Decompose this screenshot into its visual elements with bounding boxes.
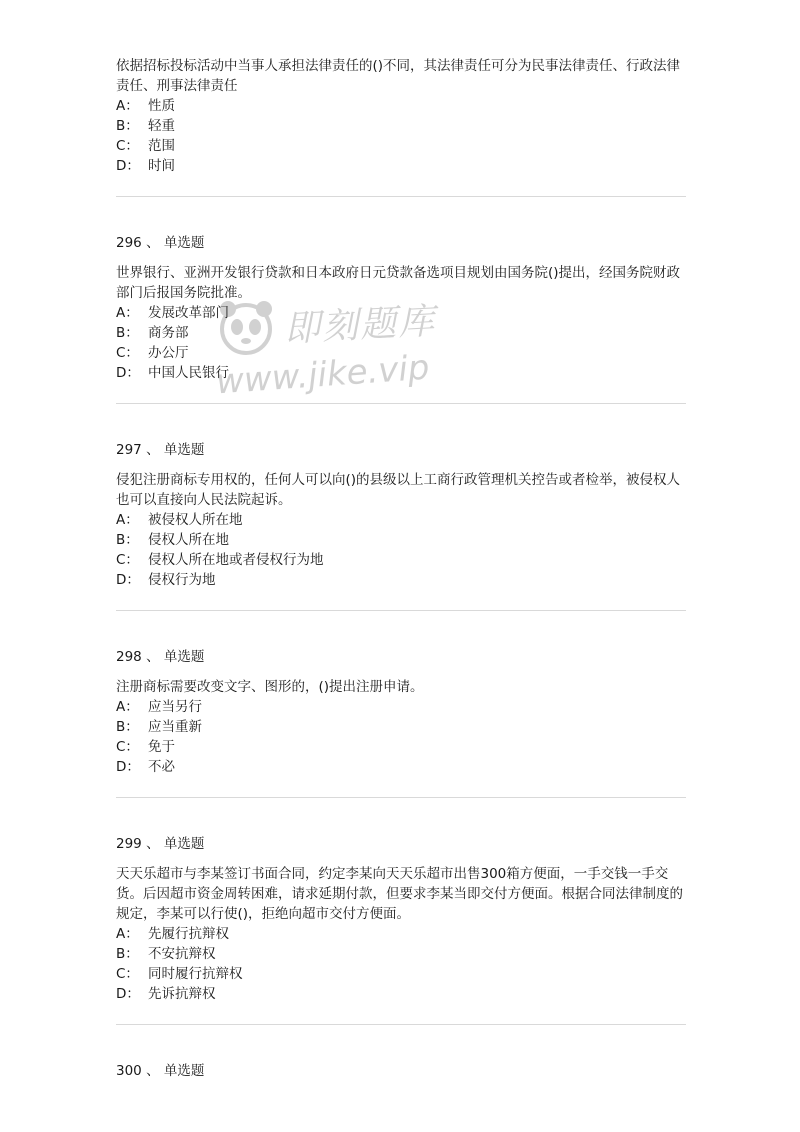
question-stem: 天天乐超市与李某签订书面合同，约定李某向天天乐超市出售300箱方便面，一手交钱一手交货。后因超市资金周转困难，请求延期付款，但要求李某当即交付方便面。根据合同法律制度的规定，李某可以行使()，拒绝向超市交付方便面。 xyxy=(116,866,683,922)
watermark-brand: 即刻题库 xyxy=(283,301,438,350)
option-text: 不必 xyxy=(148,759,175,775)
option-d xyxy=(116,757,686,777)
option-text: 应当另行 xyxy=(148,699,202,715)
option-letter: C： xyxy=(116,138,139,154)
option-letter: D： xyxy=(116,365,140,381)
option-text: 办公厅 xyxy=(148,345,189,361)
question-299 xyxy=(116,834,686,1004)
option-text: 先诉抗辩权 xyxy=(148,986,216,1002)
question-type: 单选题 xyxy=(163,649,205,665)
question-divider xyxy=(116,797,686,798)
option-text: 发展改革部门 xyxy=(148,305,229,321)
question-divider xyxy=(116,403,686,404)
option-d xyxy=(116,363,686,383)
option-c xyxy=(116,343,686,363)
option-list xyxy=(116,303,686,383)
question-header: 297 、 单选题 xyxy=(116,442,205,458)
question-type: 单选题 xyxy=(163,836,205,852)
option-a xyxy=(116,697,686,717)
option-letter: A： xyxy=(116,98,139,114)
option-letter: C： xyxy=(116,739,139,755)
option-a xyxy=(116,924,686,944)
option-text: 中国人民银行 xyxy=(148,365,229,381)
option-list xyxy=(116,697,686,777)
option-b xyxy=(116,116,686,136)
option-letter: A： xyxy=(116,926,139,942)
option-text: 性质 xyxy=(148,98,175,114)
option-text: 不安抗辩权 xyxy=(148,946,216,962)
option-c xyxy=(116,136,686,156)
option-text: 范围 xyxy=(148,138,175,154)
question-header: 300 、 单选题 xyxy=(116,1063,205,1079)
option-d xyxy=(116,156,686,176)
question-stem: 注册商标需要改变文字、图形的，()提出注册申请。 xyxy=(116,679,424,695)
option-letter: A： xyxy=(116,305,139,321)
option-text: 免于 xyxy=(148,739,175,755)
question-stem: 世界银行、亚洲开发银行贷款和日本政府日元贷款备选项目规划由国务院()提出，经国务院财政部门后报国务院批准。 xyxy=(116,265,681,301)
question-header: 298 、 单选题 xyxy=(116,649,205,665)
question-header: 299 、 单选题 xyxy=(116,836,205,852)
option-text: 商务部 xyxy=(148,325,189,341)
option-letter: A： xyxy=(116,699,139,715)
option-text: 侵权人所在地 xyxy=(148,532,229,548)
option-d xyxy=(116,984,686,1004)
option-letter: B： xyxy=(116,532,139,548)
option-text: 先履行抗辩权 xyxy=(148,926,229,942)
question-298 xyxy=(116,647,686,777)
question-divider xyxy=(116,196,686,197)
question-document xyxy=(116,56,686,1091)
option-c xyxy=(116,550,686,570)
option-a xyxy=(116,303,686,323)
option-letter: A： xyxy=(116,512,139,528)
question-stem: 侵犯注册商标专用权的，任何人可以向()的县级以上工商行政管理机关控告或者检举，被侵权人也可以直接向人民法院起诉。 xyxy=(116,472,681,508)
option-letter: B： xyxy=(116,118,139,134)
option-b xyxy=(116,717,686,737)
option-letter: C： xyxy=(116,345,139,361)
option-letter: C： xyxy=(116,552,139,568)
option-list xyxy=(116,510,686,590)
question-number: 297 xyxy=(116,442,142,458)
option-b xyxy=(116,530,686,550)
option-letter: D： xyxy=(116,572,140,588)
watermark-url: www.jike.vip xyxy=(214,347,431,403)
question-divider xyxy=(116,610,686,611)
question-type: 单选题 xyxy=(163,442,205,458)
option-b xyxy=(116,944,686,964)
option-text: 轻重 xyxy=(148,118,175,134)
question-number: 296 xyxy=(116,235,142,251)
question-header: 296 、 单选题 xyxy=(116,235,205,251)
option-list xyxy=(116,96,686,176)
question-type: 单选题 xyxy=(163,235,205,251)
option-letter: B： xyxy=(116,719,139,735)
question-296 xyxy=(116,233,686,383)
question-300 xyxy=(116,1061,686,1081)
question-divider xyxy=(116,1024,686,1025)
question-number: 298 xyxy=(116,649,142,665)
question-297 xyxy=(116,440,686,590)
option-letter: D： xyxy=(116,986,140,1002)
option-c xyxy=(116,964,686,984)
option-b xyxy=(116,323,686,343)
option-text: 侵权行为地 xyxy=(148,572,216,588)
option-text: 时间 xyxy=(148,158,175,174)
option-text: 侵权人所在地或者侵权行为地 xyxy=(148,552,324,568)
option-a xyxy=(116,510,686,530)
question-number: 300 xyxy=(116,1063,142,1079)
option-text: 应当重新 xyxy=(148,719,202,735)
option-letter: B： xyxy=(116,325,139,341)
option-d xyxy=(116,570,686,590)
question-stem: 依据招标投标活动中当事人承担法律责任的()不同，其法律责任可分为民事法律责任、行政法律责任、刑事法律责任 xyxy=(116,58,681,94)
option-a xyxy=(116,96,686,116)
option-text: 被侵权人所在地 xyxy=(148,512,243,528)
question-number: 299 xyxy=(116,836,142,852)
option-letter: C： xyxy=(116,966,139,982)
question-295 xyxy=(116,56,686,176)
option-letter: D： xyxy=(116,158,140,174)
option-list xyxy=(116,924,686,1004)
option-letter: B： xyxy=(116,946,139,962)
option-letter: D： xyxy=(116,759,140,775)
option-c xyxy=(116,737,686,757)
question-type: 单选题 xyxy=(163,1063,205,1079)
option-text: 同时履行抗辩权 xyxy=(148,966,243,982)
